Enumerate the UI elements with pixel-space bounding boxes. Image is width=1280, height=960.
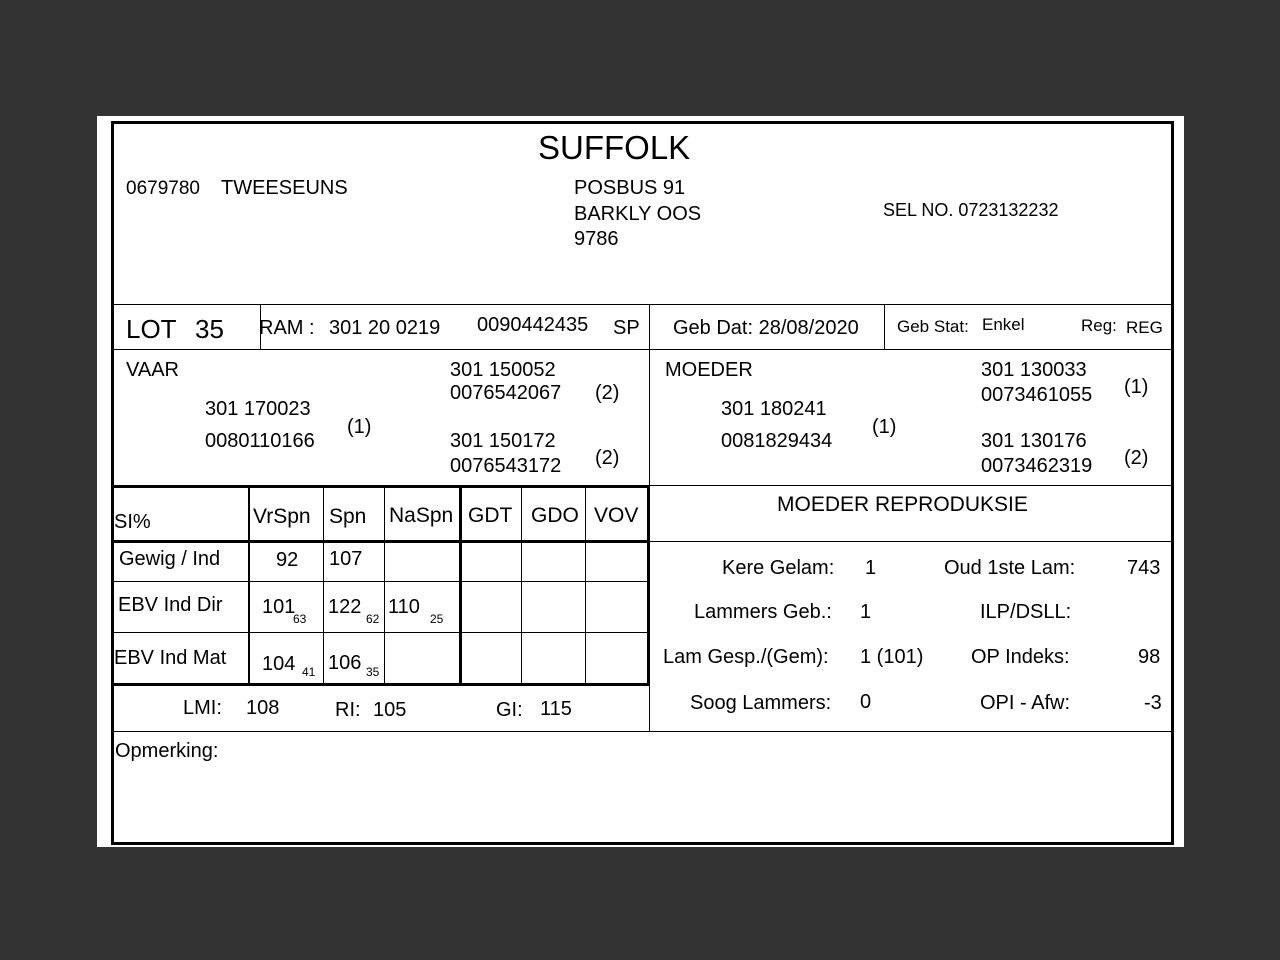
lam-gesp-label: Lam Gesp./(Gem): xyxy=(663,646,829,668)
sire-id: 301 170023 xyxy=(205,398,311,420)
opi-afw-label: OPI - Afw: xyxy=(980,692,1071,714)
ebv-mat-spn-accuracy: 35 xyxy=(366,665,380,679)
op-indeks-label: OP Indeks: xyxy=(971,646,1070,668)
breed-title: SUFFOLK xyxy=(538,129,691,166)
ebv-dir-vrspn: 101 xyxy=(262,596,296,618)
birth-status: Enkel xyxy=(982,315,1025,334)
sire-dam-grade: (2) xyxy=(595,447,620,469)
header-vov: VOV xyxy=(594,504,639,527)
ram-label: RAM : xyxy=(259,317,315,339)
ebv-dir-spn-accuracy: 62 xyxy=(366,612,380,626)
ram-id: 301 20 0219 xyxy=(329,317,441,339)
sire-sire-id: 301 150052 xyxy=(450,359,556,381)
ri-value: 105 xyxy=(373,699,407,721)
lam-gesp-value: 1 (101) xyxy=(860,646,924,668)
address-line1: POSBUS 91 xyxy=(574,177,686,199)
dam-grade: (1) xyxy=(872,416,897,438)
header-gdt: GDT xyxy=(468,504,513,527)
ram-code: SP xyxy=(613,317,640,339)
dam-sire-id: 301 130033 xyxy=(981,359,1087,381)
lot-number: 35 xyxy=(195,314,224,344)
ram-registration: 0090442435 xyxy=(477,314,589,336)
header-gdo: GDO xyxy=(531,504,579,527)
dam-label: MOEDER xyxy=(665,359,753,381)
opi-afw-value: -3 xyxy=(1144,692,1162,714)
lammers-geb-label: Lammers Geb.: xyxy=(694,601,832,623)
reproduction-title: MOEDER REPRODUKSIE xyxy=(777,493,1028,516)
op-indeks-value: 98 xyxy=(1138,646,1161,668)
gi-value: 115 xyxy=(540,698,572,720)
dam-id: 301 180241 xyxy=(721,398,827,420)
breeder-number: 0679780 xyxy=(126,178,200,199)
oud-1ste-lam-value: 743 xyxy=(1127,557,1161,579)
row-label-ebv-ind-dir: EBV Ind Dir xyxy=(118,594,223,616)
cell-number: SEL NO. 0723132232 xyxy=(883,200,1059,220)
breeder-name: TWEESEUNS xyxy=(221,177,348,199)
sale-catalogue-card xyxy=(97,116,1184,847)
dam-sire-registration: 0073461055 xyxy=(981,384,1093,406)
lammers-geb-value: 1 xyxy=(860,601,872,623)
gewig-vrspn: 92 xyxy=(276,549,299,571)
ebv-mat-vrspn: 104 xyxy=(262,653,296,675)
ebv-dir-vrspn-accuracy: 63 xyxy=(293,612,307,626)
sire-grade: (1) xyxy=(347,416,372,438)
row-label-ebv-ind-mat: EBV Ind Mat xyxy=(114,647,227,669)
birth-date: Geb Dat: 28/08/2020 xyxy=(673,317,859,339)
ebv-dir-naspn-accuracy: 25 xyxy=(430,612,444,626)
birth-status-label: Geb Stat: xyxy=(897,317,969,336)
dam-registration: 0081829434 xyxy=(721,430,833,452)
sire-registration: 0080110166 xyxy=(205,430,315,452)
gewig-spn: 107 xyxy=(329,548,363,570)
dam-dam-id: 301 130176 xyxy=(981,430,1087,452)
header-vrspn: VrSpn xyxy=(253,505,311,528)
header-spn: Spn xyxy=(329,505,367,528)
remarks-label: Opmerking: xyxy=(115,740,219,762)
dam-sire-grade: (1) xyxy=(1124,376,1149,398)
sire-dam-id: 301 150172 xyxy=(450,430,556,452)
address-line2: BARKLY OOS xyxy=(574,203,702,225)
dam-dam-grade: (2) xyxy=(1124,447,1149,469)
kere-gelam-value: 1 xyxy=(865,557,877,579)
ebv-dir-naspn: 110 xyxy=(388,596,420,618)
header-si-percent: SI% xyxy=(114,511,151,533)
dam-dam-registration: 0073462319 xyxy=(981,455,1093,477)
kere-gelam-label: Kere Gelam: xyxy=(722,557,835,579)
soog-lammers-value: 0 xyxy=(860,691,872,713)
address-postal-code: 9786 xyxy=(574,228,619,250)
soog-lammers-label: Soog Lammers: xyxy=(690,692,832,714)
sire-sire-grade: (2) xyxy=(595,382,620,404)
reg-label: Reg: xyxy=(1081,316,1117,335)
oud-1ste-lam-label: Oud 1ste Lam: xyxy=(944,557,1076,579)
ebv-dir-spn: 122 xyxy=(328,596,362,618)
lmi-value: 108 xyxy=(246,697,280,719)
ri-label: RI: xyxy=(335,699,361,721)
sire-dam-registration: 0076543172 xyxy=(450,455,562,477)
reg-value: REG xyxy=(1126,318,1163,337)
ebv-mat-vrspn-accuracy: 41 xyxy=(302,665,316,679)
gi-label: GI: xyxy=(496,699,523,721)
lot-label: LOT xyxy=(126,314,177,344)
row-label-gewig-ind: Gewig / Ind xyxy=(119,548,221,570)
header-naspn: NaSpn xyxy=(389,504,454,527)
ebv-mat-spn: 106 xyxy=(328,652,362,674)
ilp-dsll-label: ILP/DSLL: xyxy=(980,601,1072,623)
lmi-label: LMI: xyxy=(183,697,222,719)
sire-label: VAAR xyxy=(126,359,179,381)
sire-sire-registration: 0076542067 xyxy=(450,382,562,404)
